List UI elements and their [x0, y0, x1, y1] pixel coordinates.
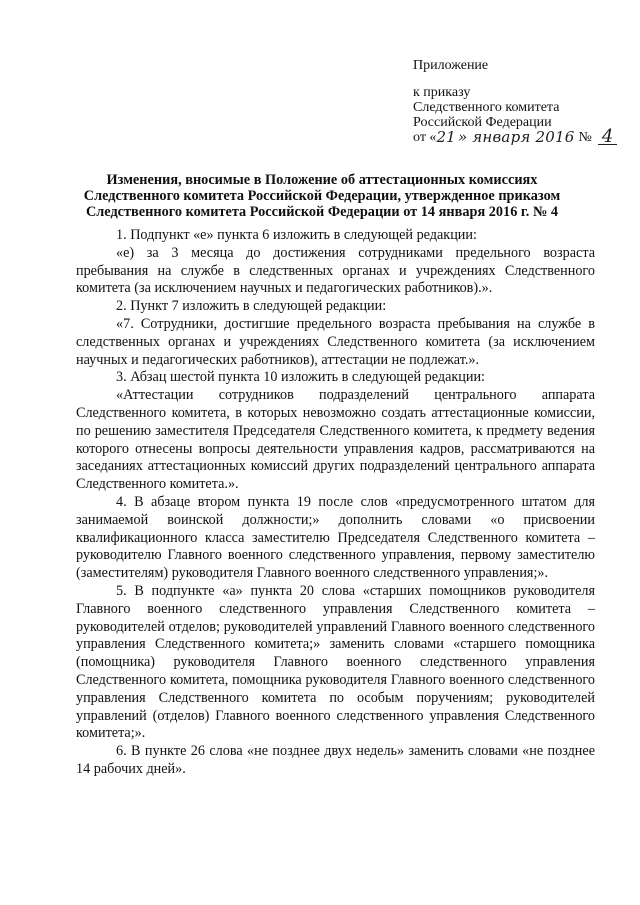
- paragraph-1-text: «е) за 3 месяца до достижения сотрудниками предельного возраста пребывания на службе в следственных органах и учреждениях Следственного комитета (за исключением научных и педагогических работников).».: [76, 244, 595, 297]
- paragraph-6: 6. В пункте 26 слова «не позднее двух недель» заменить словами «не позднее 14 рабочих дней».: [76, 743, 595, 777]
- paragraph-1: 1. Подпункт «е» пункта 6 изложить в следующей редакции:: [116, 227, 477, 243]
- appendix-heading: Приложение: [413, 58, 489, 73]
- paragraph-4: 4. В абзаце втором пункта 19 после слов «предусмотренного штатом для занимаемой воинской должности;» дополнить словами «о присвоении квалификационного класса заместителю Председателя Следственного комитета – руководителю Главного военного следственного управления, первому заместителю (заместителям) руководителя Главного военного следственного управления;».: [76, 493, 595, 582]
- paragraph-2-text: «7. Сотрудники, достигшие предельного возраста пребывания на службе в следственных органах и учреждениях Следственного комитета (за исключением научных и педагогических работников), аттестации не подлежат.».: [76, 315, 595, 368]
- paragraph-2: 2. Пункт 7 изложить в следующей редакции:: [116, 298, 387, 315]
- handwritten-day: 21: [436, 128, 456, 146]
- appendix-line-1: к приказу: [413, 85, 471, 100]
- handwritten-date: » января 2016: [457, 128, 575, 146]
- order-number-label: №: [578, 130, 592, 145]
- appendix-block: [413, 58, 617, 145]
- appendix-line-2: Следственного комитета: [413, 100, 560, 115]
- document-title: Изменения, вносимые в Положение об аттестационных комиссиях Следственного комитета Российской Федерации, утвержденное приказом Следственного комитета Российской Федерации от 14 января 2016 г. № 4: [83, 172, 561, 220]
- document-body: [76, 227, 595, 779]
- order-from-label: от «: [413, 130, 437, 145]
- handwritten-number: 4: [598, 130, 618, 145]
- paragraph-5: 5. В подпункте «а» пункта 20 слова «старших помощников руководителя Главного военного следственного управления Следственного комитета – руководителей отделов; руководителей управлений Главного военного следственного управления Следственного комитета;» заменить словами «старшего помощника (помощника) руководителя Главного военного следственного управления Следственного комитета, помощника руководителя Главного военного следственного управления Следственного комитета по особым поручениям; руководителей управлений (отделов) Главного военного следственного управления Следственного комитета;».: [76, 582, 595, 742]
- order-date-line: [413, 126, 617, 147]
- paragraph-3-text: «Аттестации сотрудников подразделений центрального аппарата Следственного комитета, в которых невозможно создать аттестационные комиссии, по решению заместителя Председателя Следственного комитета, к предмету ведения которого отнесены вопросы деятельности управления кадров, рассматриваются на заседаниях аттестационных комиссий других подразделений центрального аппарата Следственного комитета.».: [76, 387, 595, 493]
- appendix-line-3: Российской Федерации: [413, 115, 552, 130]
- paragraph-3: 3. Абзац шестой пункта 10 изложить в следующей редакции:: [116, 369, 485, 386]
